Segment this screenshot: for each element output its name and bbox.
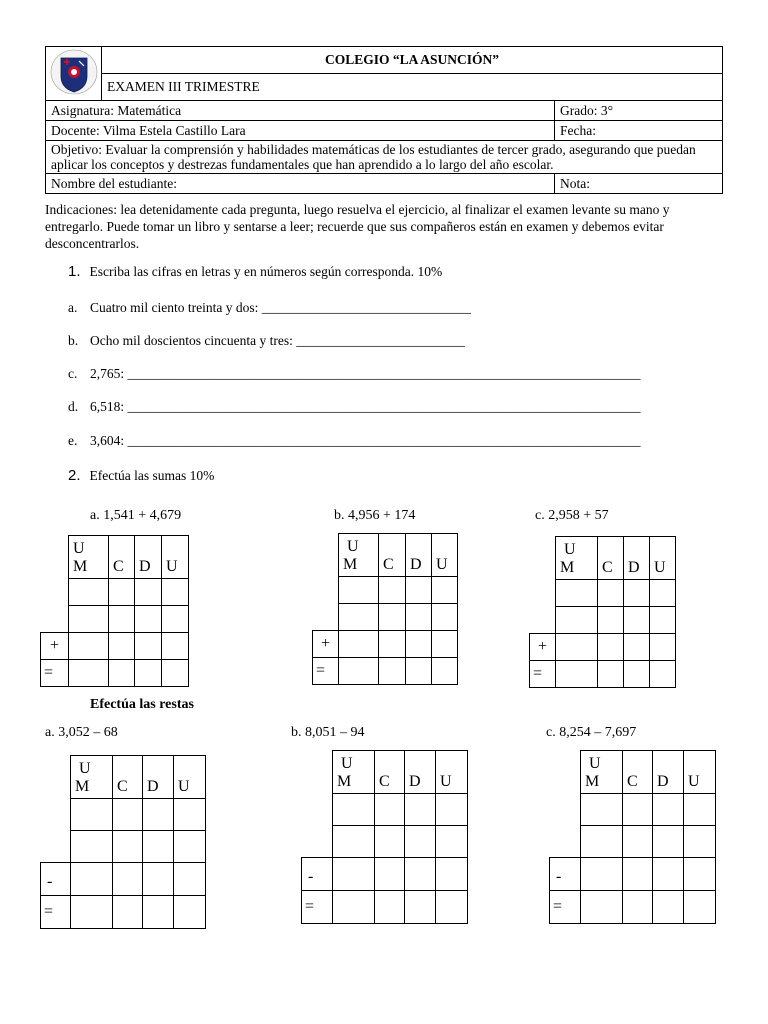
answer-cell[interactable]	[339, 604, 379, 631]
answer-cell[interactable]	[109, 633, 135, 660]
answer-cell[interactable]	[69, 579, 109, 606]
answer-cell[interactable]	[623, 891, 653, 924]
answer-cell[interactable]	[624, 661, 650, 688]
answer-cell[interactable]	[598, 607, 624, 634]
equals-sign: =	[41, 896, 71, 929]
answer-cell[interactable]	[162, 579, 189, 606]
answer-cell[interactable]	[598, 661, 624, 688]
um-label: U	[347, 538, 359, 555]
answer-cell[interactable]	[162, 660, 189, 687]
answer-cell[interactable]	[71, 799, 113, 831]
school-crest-icon	[49, 48, 99, 96]
item-label: e.	[68, 433, 78, 448]
school-logo	[46, 47, 102, 101]
equals-sign: =	[550, 891, 581, 924]
student-name-field[interactable]: Nombre del estudiante:	[46, 174, 555, 194]
equals-sign: =	[41, 660, 69, 687]
sum-c-label: c. 2,958 + 57	[535, 508, 609, 523]
c-header: C	[113, 756, 143, 799]
answer-cell[interactable]	[379, 658, 406, 685]
answer-cell[interactable]	[375, 826, 405, 858]
answer-cell[interactable]	[113, 863, 143, 896]
um-label: U	[79, 760, 91, 777]
sum-grid-b	[312, 533, 458, 685]
objective-text: Objetivo: Evaluar la comprensión y habilidades matemáticas de los estudiantes de tercer grado, asegurando que puedan aplicar los conceptos y destrezas fundamentales que han aprendido a lo largo del año escolar.	[46, 141, 723, 174]
answer-cell[interactable]	[624, 634, 650, 661]
answer-cell[interactable]	[556, 607, 598, 634]
answer-cell[interactable]	[71, 863, 113, 896]
answer-cell[interactable]	[109, 660, 135, 687]
item-label: a.	[68, 300, 78, 315]
um-label-bottom: M	[73, 558, 88, 575]
d-header: D	[405, 751, 436, 794]
answer-line-c[interactable]	[68, 366, 641, 382]
answer-cell[interactable]	[436, 891, 468, 924]
sub-c-label: c. 8,254 – 7,697	[546, 725, 637, 740]
answer-cell[interactable]	[174, 863, 206, 896]
answer-cell[interactable]	[375, 794, 405, 826]
answer-cell[interactable]	[581, 891, 623, 924]
c-header: C	[598, 537, 624, 580]
answer-cell[interactable]	[375, 891, 405, 924]
d-header: D	[406, 534, 432, 577]
u-header: U	[650, 537, 676, 580]
answer-cell[interactable]	[684, 794, 716, 826]
answer-cell[interactable]	[405, 891, 436, 924]
um-label-bottom: M	[75, 778, 90, 795]
c-header: C	[623, 751, 653, 794]
answer-cell[interactable]	[581, 826, 623, 858]
sub-b-label: b. 8,051 – 94	[291, 725, 365, 740]
answer-cell[interactable]	[162, 606, 189, 633]
equals-sign: =	[302, 891, 333, 924]
question-number: 2.	[68, 467, 81, 484]
u-header: U	[432, 534, 458, 577]
item-label: c.	[68, 366, 78, 381]
answer-cell[interactable]	[379, 604, 406, 631]
answer-cell[interactable]	[556, 634, 598, 661]
sum-grid-c	[529, 536, 676, 688]
u-header: U	[684, 751, 716, 794]
c-header: C	[379, 534, 406, 577]
answer-cell[interactable]	[623, 826, 653, 858]
subtraction-title: Efectúa las restas	[90, 697, 194, 712]
answer-cell[interactable]	[684, 826, 716, 858]
answer-cell[interactable]	[333, 826, 375, 858]
answer-cell[interactable]	[432, 604, 458, 631]
header-table	[45, 46, 723, 194]
u-header: U	[162, 536, 189, 579]
um-label: U	[564, 541, 576, 558]
answer-cell[interactable]	[109, 579, 135, 606]
c-header: C	[375, 751, 405, 794]
answer-cell[interactable]	[405, 794, 436, 826]
answer-cell[interactable]	[339, 631, 379, 658]
answer-cell[interactable]	[135, 579, 162, 606]
item-label: b.	[68, 333, 79, 348]
u-header: U	[174, 756, 206, 799]
question-text: Escriba las cifras en letras y en números según corresponda. 10%	[89, 264, 443, 279]
sum-a-label: a. 1,541 + 4,679	[90, 508, 182, 523]
answer-cell[interactable]	[624, 580, 650, 607]
item-text: Ocho mil doscientos cincuenta y tres: _________________________	[90, 333, 465, 348]
u-header: U	[436, 751, 468, 794]
answer-cell[interactable]	[650, 661, 676, 688]
um-label: U	[341, 755, 353, 772]
instructions: Indicaciones: lea detenidamente cada pregunta, luego resuelva el ejercicio, al finalizar el examen levante su mano y entregarlo. Puede tomar un libro y sentarse a leer; recuerde que sus compañeros están en examen y debemos evitar desconcentrarlos.	[45, 202, 670, 251]
answer-line-b[interactable]	[68, 333, 465, 349]
answer-cell[interactable]	[684, 891, 716, 924]
answer-cell[interactable]	[379, 631, 406, 658]
equals-sign: =	[530, 661, 556, 688]
answer-line-a[interactable]	[68, 300, 471, 316]
answer-cell[interactable]	[432, 658, 458, 685]
answer-cell[interactable]	[379, 577, 406, 604]
item-label: d.	[68, 399, 79, 414]
d-header: D	[653, 751, 684, 794]
answer-cell[interactable]	[405, 858, 436, 891]
answer-line-e[interactable]	[68, 433, 641, 449]
answer-cell[interactable]	[653, 794, 684, 826]
d-header: D	[143, 756, 174, 799]
answer-cell[interactable]	[406, 658, 432, 685]
answer-cell[interactable]	[556, 661, 598, 688]
score-field[interactable]: Nota:	[555, 174, 723, 194]
equals-sign: =	[313, 658, 339, 685]
question-text: Efectúa las sumas 10%	[89, 468, 215, 483]
question-1	[68, 263, 442, 280]
answer-cell[interactable]	[174, 896, 206, 929]
item-text: 6,518: ____________________________________________________________________________	[90, 399, 641, 414]
answer-cell[interactable]	[598, 634, 624, 661]
answer-cell[interactable]	[71, 896, 113, 929]
um-label-bottom: M	[337, 773, 352, 790]
answer-cell[interactable]	[436, 826, 468, 858]
minus-sign: -	[41, 863, 71, 896]
answer-cell[interactable]	[436, 794, 468, 826]
item-text: Cuatro mil ciento treinta y dos: _______________________________	[90, 300, 471, 315]
um-label-bottom: M	[585, 773, 600, 790]
answer-cell[interactable]	[109, 606, 135, 633]
item-text: 3,604: ____________________________________________________________________________	[90, 433, 641, 448]
answer-cell[interactable]	[406, 577, 432, 604]
answer-cell[interactable]	[406, 604, 432, 631]
answer-cell[interactable]	[432, 631, 458, 658]
d-header: D	[135, 536, 162, 579]
question-2	[68, 467, 214, 484]
sub-grid-c	[549, 750, 716, 924]
answer-cell[interactable]	[174, 799, 206, 831]
um-label: U	[589, 755, 601, 772]
subject-field: Asignatura: Matemática	[46, 101, 555, 121]
answer-cell[interactable]	[333, 858, 375, 891]
answer-cell[interactable]	[405, 826, 436, 858]
exam-title: EXAMEN III TRIMESTRE	[102, 74, 723, 101]
answer-cell[interactable]	[650, 607, 676, 634]
um-label-bottom: M	[343, 556, 358, 573]
plus-sign: +	[530, 634, 556, 661]
answer-cell[interactable]	[650, 580, 676, 607]
minus-sign: -	[302, 858, 333, 891]
sum-b-label: b. 4,956 + 174	[334, 508, 416, 523]
school-name: COLEGIO “LA ASUNCIÓN”	[102, 47, 723, 74]
answer-cell[interactable]	[143, 799, 174, 831]
item-text: 2,765: ____________________________________________________________________________	[90, 366, 641, 381]
answer-cell[interactable]	[333, 794, 375, 826]
teacher-field: Docente: Vilma Estela Castillo Lara	[46, 121, 555, 141]
answer-cell[interactable]	[174, 831, 206, 863]
d-header: D	[624, 537, 650, 580]
c-header: C	[109, 536, 135, 579]
answer-cell[interactable]	[69, 633, 109, 660]
answer-cell[interactable]	[135, 660, 162, 687]
answer-cell[interactable]	[653, 858, 684, 891]
answer-cell[interactable]	[650, 634, 676, 661]
answer-cell[interactable]	[624, 607, 650, 634]
answer-cell[interactable]	[684, 858, 716, 891]
answer-cell[interactable]	[339, 658, 379, 685]
um-label: U	[73, 540, 85, 557]
answer-cell[interactable]	[113, 831, 143, 863]
answer-line-d[interactable]	[68, 399, 641, 415]
answer-cell[interactable]	[162, 633, 189, 660]
sub-grid-a	[40, 755, 206, 929]
grade-field: Grado: 3°	[555, 101, 723, 121]
answer-cell[interactable]	[581, 858, 623, 891]
answer-cell[interactable]	[623, 794, 653, 826]
answer-cell[interactable]	[143, 896, 174, 929]
answer-cell[interactable]	[623, 858, 653, 891]
answer-cell[interactable]	[69, 660, 109, 687]
answer-cell[interactable]	[406, 631, 432, 658]
answer-cell[interactable]	[598, 580, 624, 607]
answer-cell[interactable]	[436, 858, 468, 891]
plus-sign: +	[41, 633, 69, 660]
answer-cell[interactable]	[333, 891, 375, 924]
minus-sign: -	[550, 858, 581, 891]
answer-cell[interactable]	[71, 831, 113, 863]
answer-cell[interactable]	[339, 577, 379, 604]
answer-cell[interactable]	[135, 606, 162, 633]
answer-cell[interactable]	[113, 799, 143, 831]
answer-cell[interactable]	[581, 794, 623, 826]
sub-grid-b	[301, 750, 468, 924]
um-label-bottom: M	[560, 559, 575, 576]
answer-cell[interactable]	[135, 633, 162, 660]
sum-grid-a	[40, 535, 189, 687]
answer-cell[interactable]	[375, 858, 405, 891]
answer-cell[interactable]	[653, 826, 684, 858]
date-field[interactable]: Fecha:	[555, 121, 723, 141]
answer-cell[interactable]	[556, 580, 598, 607]
question-number: 1.	[68, 263, 81, 280]
answer-cell[interactable]	[143, 831, 174, 863]
sub-a-label: a. 3,052 – 68	[45, 725, 118, 740]
answer-cell[interactable]	[113, 896, 143, 929]
plus-sign: +	[313, 631, 339, 658]
answer-cell[interactable]	[432, 577, 458, 604]
answer-cell[interactable]	[653, 891, 684, 924]
answer-cell[interactable]	[143, 863, 174, 896]
answer-cell[interactable]	[69, 606, 109, 633]
